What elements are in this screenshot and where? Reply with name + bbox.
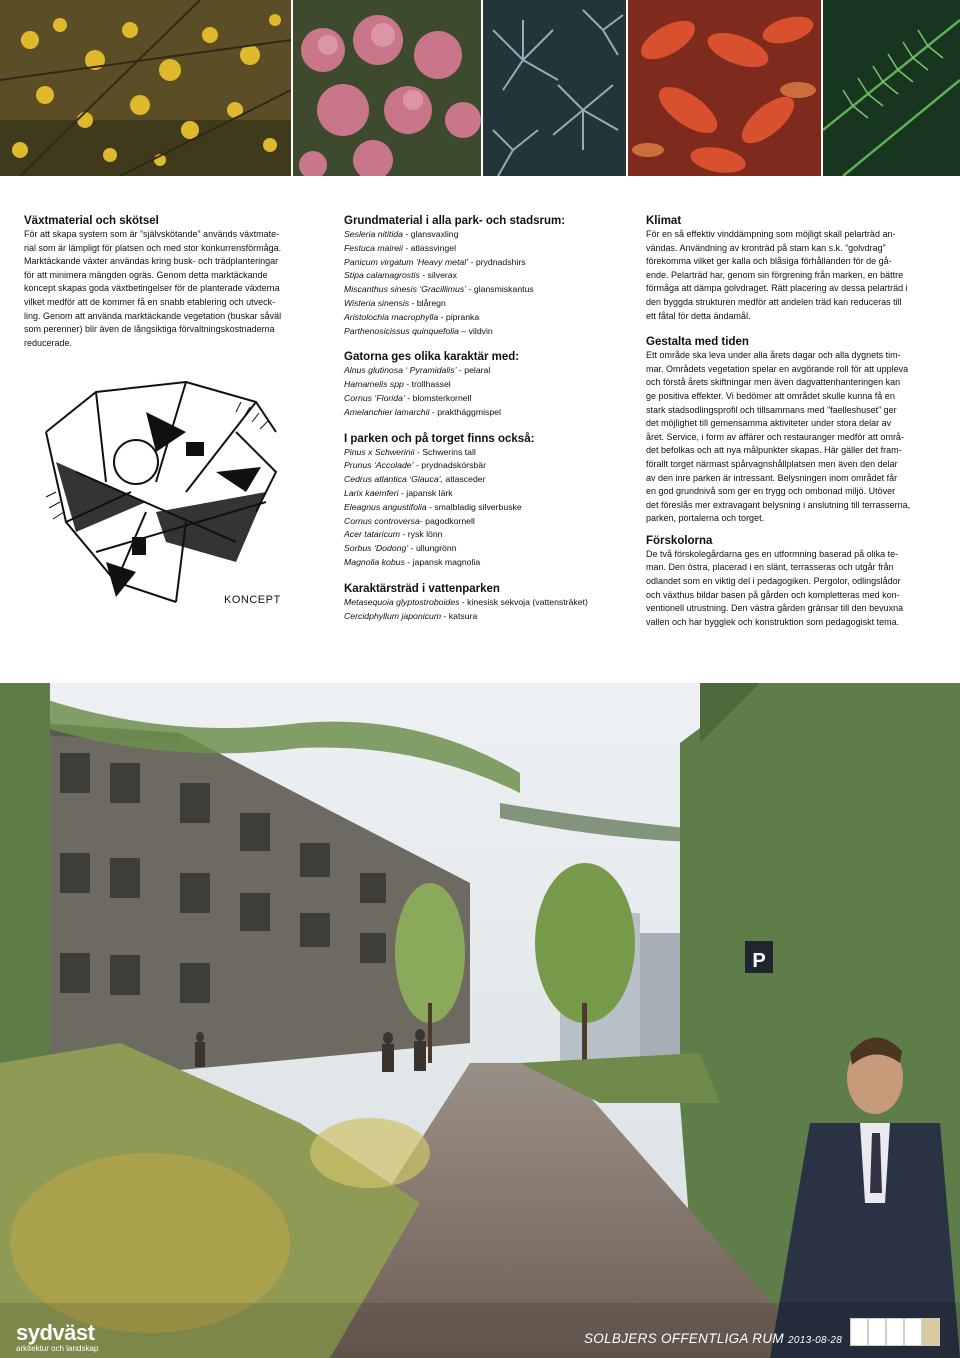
cedar-photo xyxy=(483,0,626,176)
left-column xyxy=(24,214,324,350)
plant-item: Panicum virgatum ‘Heavy metal’ - prydnadshirs xyxy=(344,256,526,267)
gestalta-line: en god grundnivå som ger en trygg och ombonad miljö. Utöver xyxy=(646,486,896,497)
left-line: Marktäckande växter användas kring busk- och trädplanteringar xyxy=(24,256,279,267)
sydvast-logo xyxy=(16,1322,98,1354)
plant-item: Parthenosicissus quinquefolia – vildvin xyxy=(344,325,493,336)
gestalta-line: stark stadsodlingsprofil och tillsammans med ”faelleshuset” ger xyxy=(646,404,897,415)
plant-item: Amelanchier lamarchii - prakthäggmispel xyxy=(344,406,501,417)
middle-column xyxy=(344,214,634,623)
klimat-line: den byggda strukturen medför att andelen träd kan reduceras till xyxy=(646,296,902,307)
gestalta-line: det möjlighet till gemensamma aktiviteter under stora delar av xyxy=(646,418,892,429)
logo-sub: arkitektur och landskap xyxy=(16,1344,99,1353)
gestalta-line: ge positiva effekter. Vi bedömer att området skulle kunna få en xyxy=(646,390,895,401)
project-date: 2013-08-28 xyxy=(788,1335,843,1346)
plant-item: Cornus controversa- pagodkornell xyxy=(344,515,475,526)
sheet-box-active xyxy=(922,1318,940,1346)
sheet-index-boxes xyxy=(850,1318,942,1346)
plant-item: Hamamelis spp - trollhassel xyxy=(344,379,451,390)
forskolorna-line: och växthus bildar basen på gården och kompletteras med kon- xyxy=(646,589,900,600)
parking-sign: P xyxy=(752,950,766,972)
plant-item: Eleagnus angustifolia - smalbladig silverbuske xyxy=(344,501,522,512)
vaxtmaterial-heading: Växtmaterial och skötsel xyxy=(24,215,159,227)
left-line: För att skapa system som är ”självskötande” används växtmate- xyxy=(24,229,280,239)
klimat-line: vändas. Användning av kronträd på stam kan s.k. ”golvdrag” xyxy=(646,242,886,253)
gestalta-heading: Gestalta med tiden xyxy=(646,336,749,349)
gestalta-line: Ett område ska leva under alla årets dagar och alla dygnets tim- xyxy=(646,350,901,361)
grundmaterial-list xyxy=(344,228,634,338)
plant-item: Magnolia kobus - japansk magnolia xyxy=(344,556,481,567)
left-line: reducerade. xyxy=(24,337,73,348)
autumn-leaves-photo xyxy=(628,0,821,176)
parken-list xyxy=(344,446,634,570)
forskolorna-line: odlandet som en viktig del i pedagogiken. Pergolor, odlingslådor xyxy=(646,576,901,587)
gestalta-line: förallt torget närmast spårvagnshållplatsen men även den delar xyxy=(646,458,898,469)
forskolorna-line: man. Den östra, placerad i en slänt, terrasseras och utgår från xyxy=(646,562,894,573)
plant-item: Larix kaemferi - japansk lärk xyxy=(344,487,453,498)
gatorna-list xyxy=(344,364,634,419)
grundmaterial-heading: Grundmaterial i alla park- och stadsrum: xyxy=(344,215,566,227)
gestalta-line: och förstå årets skiftningar men även dagvattenhanteringen kan xyxy=(646,377,901,388)
forskolorna-line: vallen och har bygglek och konstruktion som pedagogiskt tema. xyxy=(646,616,900,627)
forskolorna-line: ventionell utrustning. Den västra gården gränsar till den bevuxna xyxy=(646,603,904,614)
klimat-line: ende. Pelarträd har, genom sin förgrening från marken, en bättre xyxy=(646,269,904,280)
sheet-box xyxy=(868,1318,886,1346)
plant-item: Miscanthus sinesis ‘Gracillimus’ - glansmiskantus xyxy=(344,284,534,295)
plant-item: Cornus ‘Florida’ - blomsterkornell xyxy=(344,392,472,403)
plant-photo-strip xyxy=(0,0,960,176)
gestalta-line: av den inre parken är intressant. Belysningen inom området får xyxy=(646,472,898,483)
vattenparken-list xyxy=(344,596,634,624)
plant-item: Acer tataricum - rysk lönn xyxy=(344,529,443,540)
plant-item: Metasequoia glyptostroboides - kinesisk sekvoja (vattensträket) xyxy=(344,596,588,607)
plant-item: Pinus x Schwerinii - Schwerins tall xyxy=(344,446,476,457)
klimat-line: ett fåtal för detta ändamål. xyxy=(646,310,751,321)
right-column xyxy=(646,214,942,629)
left-line: rial som är lämpligt för platsen och med stor konkurrensförmåga. xyxy=(24,242,282,253)
sheet-box xyxy=(886,1318,904,1346)
gestalta-line: parken, portalerna och torget. xyxy=(646,513,765,524)
gestalta-line: det föreslås mer extravagant belysning i anslutning till terrasserna, xyxy=(646,499,911,510)
left-line: koncept skapas goda växtbetingelser för de planterade växterna xyxy=(24,283,280,294)
gatorna-heading: Gatorna ges olika karaktär med: xyxy=(344,351,520,364)
witch-hazel-photo xyxy=(0,0,291,176)
sheet-box xyxy=(850,1318,868,1346)
plant-item: Cercidphyllum japonicum - katsura xyxy=(344,610,478,621)
plant-item: Aristolochia macrophylla - pipranka xyxy=(344,311,480,322)
left-line: som perenner) blir även de långsiktiga förvaltningskostnaderna xyxy=(24,324,275,335)
plant-item: Sorbus ‘Dodong’ - ullungrönn xyxy=(344,543,457,554)
plant-item: Festuca maireii - atlassvingel xyxy=(344,242,457,253)
gestalta-line: mar. Områdets vegetation spelar en avgörande roll för att uppleva xyxy=(646,363,909,374)
forskolorna-heading: Förskolorna xyxy=(646,534,713,547)
klimat-heading: Klimat xyxy=(646,215,682,227)
plant-item: Wisteria sinensis - blåregn xyxy=(344,297,446,308)
project-title xyxy=(584,1331,842,1346)
koncept-sketch xyxy=(36,372,286,612)
left-line: ling. Genom att använda marktäckande vegetation (buskar såväl xyxy=(24,310,282,321)
sedum-photo xyxy=(293,0,481,176)
klimat-line: För en så effektiv vinddämpning som möjligt skall pelarträd an- xyxy=(646,229,896,239)
koncept-caption: KONCEPT xyxy=(224,594,281,606)
logo-main: sydväst xyxy=(16,1320,95,1345)
left-line: vilket medför att de kommer få en snabb etablering och utveck- xyxy=(24,296,276,307)
klimat-line: förmåga att dämpa golvdraget. Rätt placering av dessa pelarträd i xyxy=(646,283,908,294)
plant-item: Stipa calamagrostis - silverax xyxy=(344,270,457,281)
gestalta-line: året. Service, i form av affärer och restauranger medför att områ- xyxy=(646,431,904,442)
gestalta-line: det befolkas och att nya målpunkter skapas. Här gäller det fram- xyxy=(646,445,902,456)
sheet-box xyxy=(904,1318,922,1346)
plant-item: Sesleria nititida - glansvaxling xyxy=(344,229,459,239)
left-line: för att minimera mängden ogräs. Genom detta marktäckande xyxy=(24,269,268,280)
parken-heading: I parken och på torget finns också: xyxy=(344,432,535,445)
plant-item: Alnus glutinosa ‘ Pyramidalis’ - pelaral xyxy=(344,365,491,376)
street-rendering xyxy=(0,683,960,1358)
forskolorna-line: De två förskolegårdarna ges en utformning baserad på olika te- xyxy=(646,548,899,559)
plant-item: Prunus ‘Accolade’ - prydnadskörsbär xyxy=(344,460,486,471)
plant-item: Cedrus atlantica ‘Glauca’, atlasceder xyxy=(344,474,486,485)
vattenparken-heading: Karaktärsträd i vattenparken xyxy=(344,582,500,595)
project-title-text: SOLBJERS OFFENTLIGA RUM xyxy=(584,1331,784,1346)
metasequoia-photo xyxy=(823,0,960,176)
klimat-line: förekomma vilket ger kalla och blåsiga förhållanden för de gå- xyxy=(646,256,892,267)
